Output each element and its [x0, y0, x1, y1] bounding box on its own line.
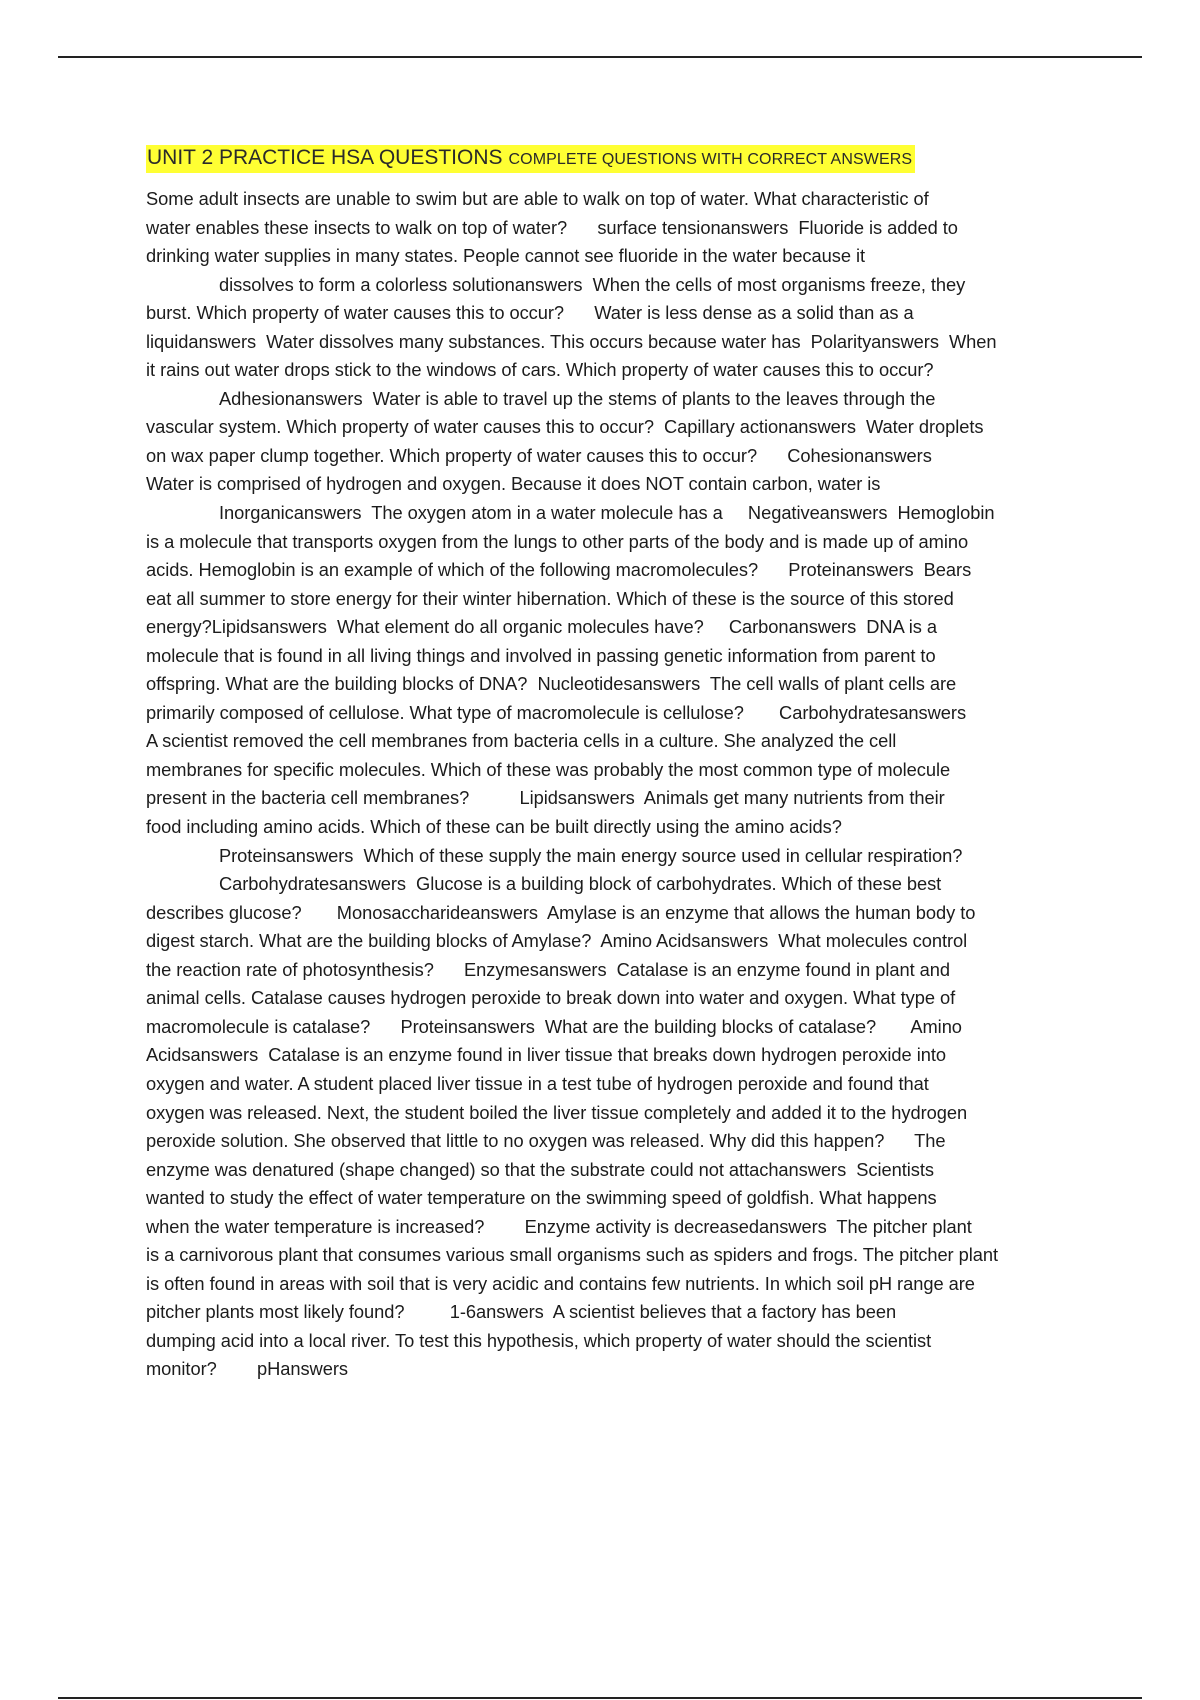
header-rule	[58, 56, 1142, 58]
document-subtitle: COMPLETE QUESTIONS WITH CORRECT ANSWERS	[508, 151, 913, 168]
body-line: describes glucose? Monosaccharideanswers Amylase is an enzyme that allows the human body to	[146, 901, 976, 923]
questions-answers-body	[146, 185, 1096, 1384]
body-line: the reaction rate of photosynthesis? Enzymesanswers Catalase is an enzyme found in plant and	[146, 958, 950, 980]
body-line: eat all summer to store energy for their winter hibernation. Which of these is the source of this stored	[146, 587, 954, 609]
body-line: on wax paper clump together. Which property of water causes this to occur? Cohesionanswers	[146, 444, 932, 466]
body-line: Proteinsanswers Which of these supply the main energy source used in cellular respiration?	[219, 844, 963, 866]
body-line: molecule that is found in all living things and involved in passing genetic information from parent to	[146, 644, 936, 666]
body-line: it rains out water drops stick to the windows of cars. Which property of water causes this to occur?	[146, 359, 934, 381]
body-line: Inorganicanswers The oxygen atom in a water molecule has a Negativeanswers Hemoglobin	[219, 502, 995, 524]
footer-rule	[58, 1697, 1142, 1699]
body-line: is often found in areas with soil that is very acidic and contains few nutrients. In which soil pH range are	[146, 1272, 975, 1294]
body-line: vascular system. Which property of water causes this to occur? Capillary actionanswers Water droplets	[146, 416, 984, 438]
body-line: pitcher plants most likely found? 1-6answers A scientist believes that a factory has been	[146, 1301, 897, 1323]
document-title: UNIT 2 PRACTICE HSA QUESTIONS	[147, 146, 503, 169]
body-line: present in the bacteria cell membranes? Lipidsanswers Animals get many nutrients from their	[146, 787, 945, 809]
body-line: energy?Lipidsanswers What element do all organic molecules have? Carbonanswers DNA is a	[146, 616, 937, 638]
title-highlight	[146, 145, 915, 173]
body-line: when the water temperature is increased? Enzyme activity is decreasedanswers The pitcher plant	[146, 1215, 972, 1237]
body-line: is a carnivorous plant that consumes various small organisms such as spiders and frogs. The pitcher plant	[146, 1244, 999, 1266]
body-line: macromolecule is catalase? Proteinsanswers What are the building blocks of catalase? Amino	[146, 1015, 962, 1037]
body-line: enzyme was denatured (shape changed) so that the substrate could not attachanswers Scientists	[146, 1158, 934, 1180]
body-line: is a molecule that transports oxygen from the lungs to other parts of the body and is made up of amino	[146, 530, 969, 552]
body-line: Some adult insects are unable to swim but are able to walk on top of water. What characteristic of	[146, 188, 929, 209]
body-line: peroxide solution. She observed that little to no oxygen was released. Why did this happen? The	[146, 1130, 946, 1152]
body-line: Water is comprised of hydrogen and oxygen. Because it does NOT contain carbon, water is	[146, 473, 881, 495]
body-line: Acidsanswers Catalase is an enzyme found in liver tissue that breaks down hydrogen peroxide into	[146, 1044, 946, 1066]
body-line: membranes for specific molecules. Which of these was probably the most common type of molecule	[146, 758, 951, 780]
body-line: primarily composed of cellulose. What type of macromolecule is cellulose? Carbohydratesanswers	[146, 701, 967, 723]
document-page	[146, 145, 1096, 1384]
body-line: food including amino acids. Which of these can be built directly using the amino acids?	[146, 816, 842, 838]
body-line: Adhesionanswers Water is able to travel up the stems of plants to the leaves through the	[219, 387, 936, 409]
body-line: Carbohydratesanswers Glucose is a building block of carbohydrates. Which of these best	[219, 873, 942, 895]
body-line: oxygen and water. A student placed liver tissue in a test tube of hydrogen peroxide and found that	[146, 1072, 929, 1094]
body-line: digest starch. What are the building blocks of Amylase? Amino Acidsanswers What molecules control	[146, 930, 968, 952]
body-line: monitor? pHanswers	[146, 1358, 348, 1380]
body-line: water enables these insects to walk on top of water? surface tensionanswers Fluoride is added to	[146, 216, 958, 238]
body-line: acids. Hemoglobin is an example of which of the following macromolecules? Proteinanswers Bears	[146, 559, 972, 581]
body-line: animal cells. Catalase causes hydrogen peroxide to break down into water and oxygen. What type of	[146, 987, 956, 1009]
body-line: wanted to study the effect of water temperature on the swimming speed of goldfish. What happens	[146, 1187, 937, 1209]
body-line: dumping acid into a local river. To test this hypothesis, which property of water should the scientist	[146, 1329, 932, 1351]
body-line: A scientist removed the cell membranes from bacteria cells in a culture. She analyzed the cell	[146, 730, 897, 752]
body-line: offspring. What are the building blocks of DNA? Nucleotidesanswers The cell walls of plant cells are	[146, 673, 957, 695]
body-line: burst. Which property of water causes this to occur? Water is less dense as a solid than as a	[146, 302, 914, 324]
body-line: dissolves to form a colorless solutionanswers When the cells of most organisms freeze, they	[219, 273, 966, 295]
body-line: drinking water supplies in many states. People cannot see fluoride in the water because it	[146, 245, 866, 267]
body-line: oxygen was released. Next, the student boiled the liver tissue completely and added it to the hydrogen	[146, 1101, 968, 1123]
body-line: liquidanswers Water dissolves many substances. This occurs because water has Polarityanswers When	[146, 330, 997, 352]
